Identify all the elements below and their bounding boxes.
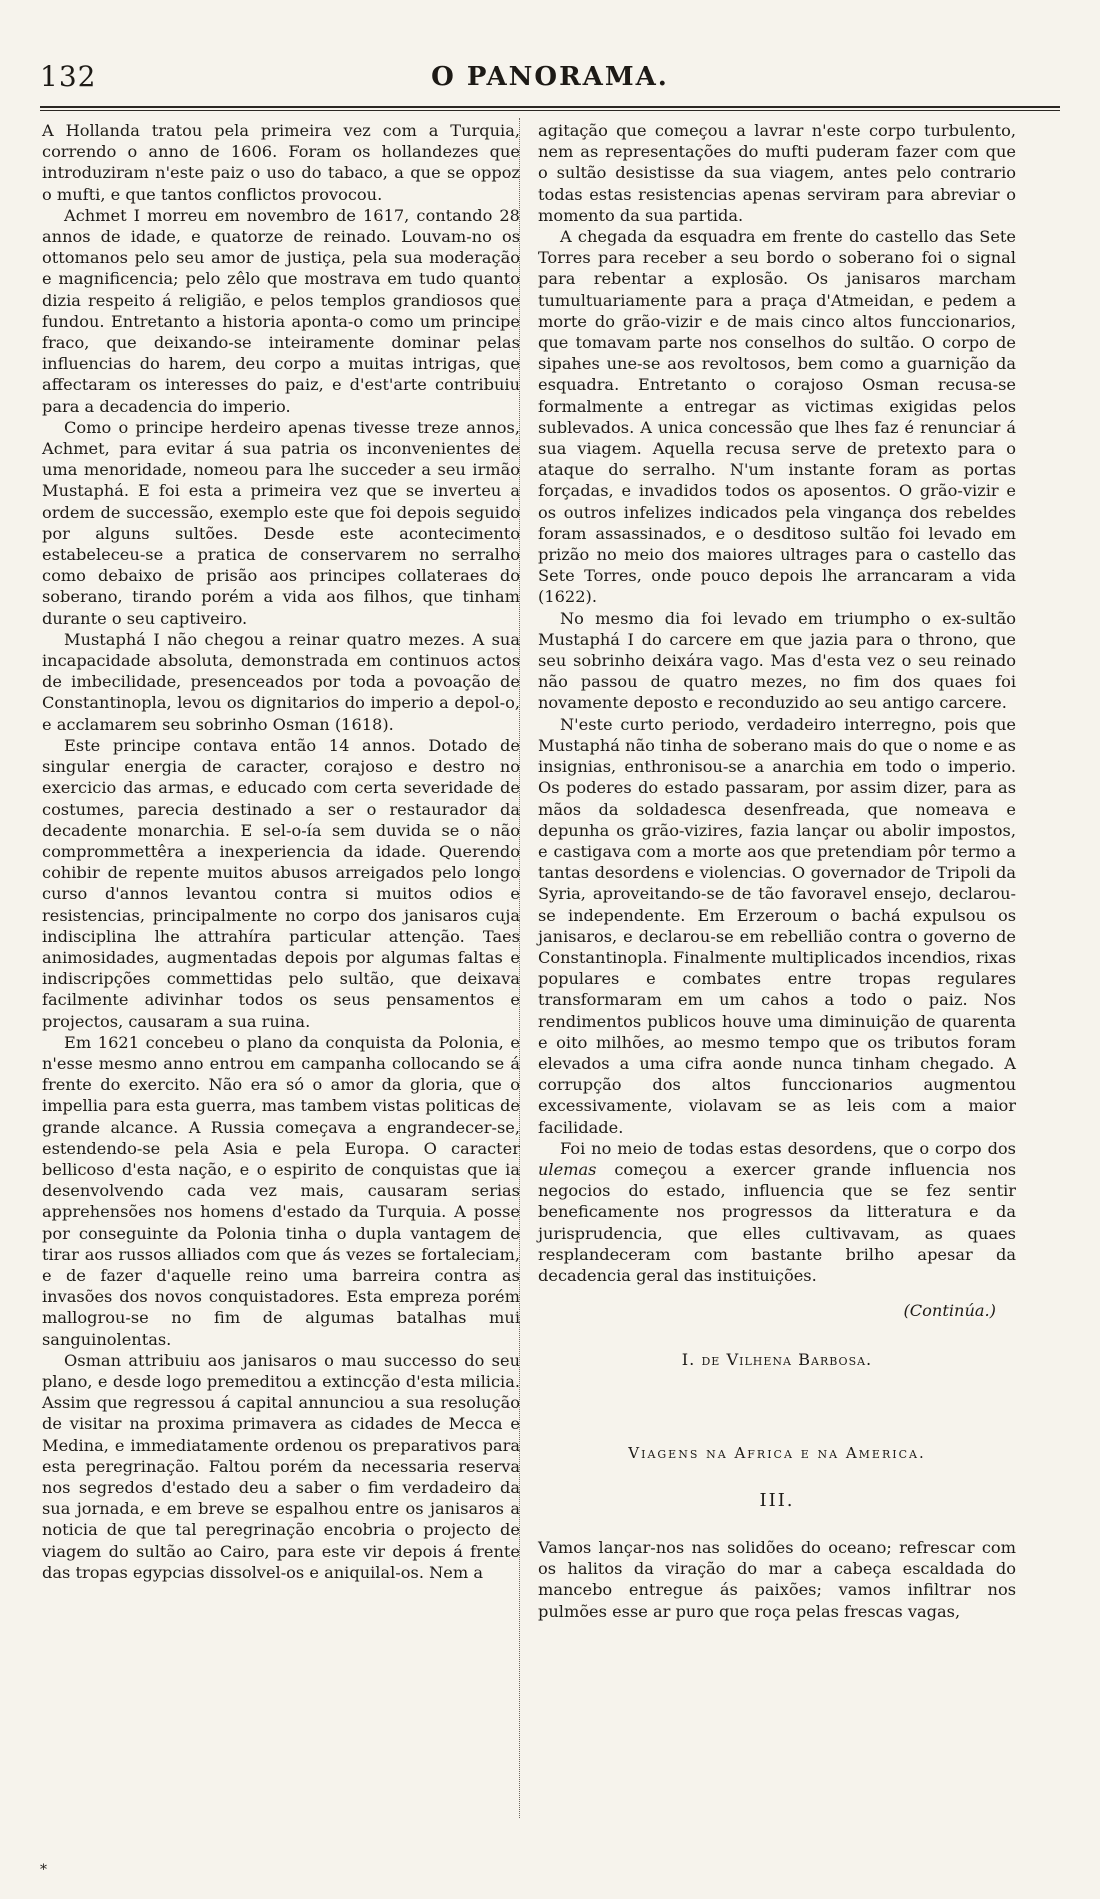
paragraph: No mesmo dia foi levado em triumpho o ex-sultão Mustaphá I do carcere em que jazia para o throno, que seu sobrinho deixára vago. Mas d'esta vez o seu reinado não passou de quatro mezes, no fim dos quaes foi novamente deposto e reconduzido ao seu antigo carcere. [538,608,1016,713]
header-rule [40,106,1060,108]
left-column [42,120,520,1583]
paragraph-text: começou a exercer grande influencia nos negocios do estado, influencia que se fez sentir beneficamente nos progressos da litteratura e da jurisprudencia, que elles cultivavam, as quaes resplandeceram com bastante brilho apesar da decadencia geral das instituições. [538,1159,1016,1285]
column-divider [519,118,520,1818]
continued-note: (Continúa.) [903,1301,996,1321]
printer-mark: * [40,1862,47,1878]
paragraph: Vamos lançar-nos nas solidões do oceano; refrescar com os halitos da viração do mar a cabeça escaldada do mancebo entregue ás paixões; vamos infiltrar nos pulmões esse ar puro que roça pelas frescas vagas, [538,1537,1016,1621]
paragraph: agitação que começou a lavrar n'este corpo turbulento, nem as representações do mufti puderam fazer com que o sultão desistisse da sua viagem, antes pelo contrario todas estas resistencias apenas serviram para abreviar o momento da sua partida. [538,121,1016,225]
paragraph: A chegada da esquadra em frente do castello das Sete Torres para receber a seu bordo o soberano foi o signal para rebentar a explosão. Os janisaros marcham tumultuariamente para a praça d'Atmeidan, e pedem a morte do grão-vizir e de mais cinco altos funccionarios, que tomavam parte nos conselhos do sultão. O corpo de sipahes une-se aos revoltosos, bem como a guarnição da esquadra. Entretanto o corajoso Osman recusa-se formalmente a entregar as victimas exigidas pelos sublevados. A unica concessão que lhes faz é renunciar á sua viagem. Aquella recusa serve de pretexto para o ataque do serralho. N'um instante foram as portas forçadas, e invadidos todos os aposentos. O grão-vizir e os outros infelizes indicados pela vingança dos rebeldes foram assassinados, e o desditoso sultão foi levado em prizão no meio dos maiores ultrages para o castello das Sete Torres, onde pouco depois lhe arrancaram a vida (1622). [538,227,1016,607]
paragraph: N'este curto periodo, verdadeiro interregno, pois que Mustaphá não tinha de soberano mais do que o nome e as insignias, enthronisou-se a anarchia em todo o imperio. Os poderes do estado passaram, por assim dizer, para as mãos da soldadesca desenfreada, que nomeava e depunha os grão-vizires, fazia lançar ou abolir impostos, e castigava com a morte aos que pretendiam pôr termo a tantas desordens e violencias. O governador de Tripoli da Syria, aproveitando-se de tão favoravel ensejo, declarou-se independente. Em Erzeroum o bachá expulsou os janisaros, e declarou-se em rebellião contra o governo de Constantinopla. Finalmente multiplicados incendios, rixas populares e combates entre tropas regulares transformaram em um cahos a todo o paiz. Nos rendimentos publicos houve uma diminuição de quarenta e oito milhões, ao mesmo tempo que os tributos foram elevados a uma cifra aonde nunca tinham chegado. A corrupção dos altos funccionarios augmentou excessivamente, violavam se as leis com a maior facilidade. [538,714,1016,1137]
paragraph: Mustaphá I não chegou a reinar quatro mezes. A sua incapacidade absoluta, demonstrada em continuos actos de imbecilidade, presenceados por toda a povoação de Constantinopla, levou os dignitarios do imperio a depol-o, e acclamarem seu sobrinho Osman (1618). [42,629,520,734]
paragraph: A Hollanda tratou pela primeira vez com a Turquia, correndo o anno de 1606. Foram os hollandezes que introduziram n'este paiz o uso do tabaco, a que se oppoz o mufti, e que tantos conflictos provocou. [42,121,520,204]
journal-title: O PANORAMA. [431,62,669,92]
page-number: 132 [40,60,97,93]
page-header [40,60,1060,100]
article-number: III. [759,1489,795,1511]
paragraph: Osman attribuiu aos janisaros o mau successo do seu plano, e desde logo premeditou a extincção d'esta milicia. Assim que regressou á capital annunciou a sua resolução de visitar na proxima primavera as cidades de Mecca e Medina, e immediatamente ordenou os preparativos para esta peregrinação. Faltou porém da necessaria reserva nos segredos d'estado deu a saber o fim verdadeiro da sua jornada, e em breve se espalhou entre os janisaros a noticia de que tal peregrinação encobria o projecto de viagem do sultão ao Cairo, para este vir depois á frente das tropas egypcias dissolvel-os e aniquilal-os. Nem a [42,1350,520,1582]
paragraph: Este principe contava então 14 annos. Dotado de singular energia de caracter, corajoso e destro no exercicio das armas, e educado com certa severidade de costumes, parecia destinado a ser o restaurador da decadente monarchia. E sel-o-ía sem duvida se o não comprommettêra a inexperiencia da idade. Querendo cohibir de repente muitos abusos arreigados pelo longo curso d'annos levantou contra si muitos odios e resistencias, principalmente no corpo dos janisaros cuja indisciplina lhe attrahíra particular attenção. Taes animosidades, augmentadas depois por algumas faltas e indiscripções commettidas pelo sultão, que deixava facilmente adivinhar todos os seus pensamentos e projectos, causaram a sua ruina. [42,735,520,1031]
right-column [538,120,1016,1622]
paragraph-text: Foi no meio de todas estas desordens, que o corpo dos [560,1138,1016,1158]
header-rule-thin [40,110,1060,111]
paragraph: Em 1621 concebeu o plano da conquista da Polonia, e n'esse mesmo anno entrou em campanha collocando se á frente do exercito. Não era só o amor da gloria, que o impellia para esta guerra, mas tambem vistas politicas de grande alcance. A Russia começava a engrandecer-se, estendendo-se pela Asia e pela Europa. O caracter bellicoso d'esta nação, e o espirito de conquistas que ia desenvolvendo cada vez mais, causaram serias apprehensões nos homens d'estado da Turquia. A posse por conseguinte da Polonia tinha o dupla vantagem de tirar aos russos alliados com que ás vezes se fortaleciam, e de fazer d'aquelle reino uma barreira contra as invasões dos novos conquistadores. Esta empreza porém mallogrou-se no fim de algumas batalhas mui sanguinolentas. [42,1032,520,1349]
article-title: Viagens na Africa e na America. [628,1443,926,1462]
emphasis: ulemas [538,1159,597,1179]
paragraph: Achmet I morreu em novembro de 1617, contando 28 annos de idade, e quatorze de reinado. Louvam-no os ottomanos pelo seu amor de justiça, pela sua moderação e magnificencia; pelo zêlo que mostrava em tudo quanto dizia respeito á religião, e pelos templos grandiosos que fundou. Entretanto a historia aponta-o como um principe fraco, que deixando-se inteiramente dominar pelas influencias do harem, deu corpo a muitas intrigas, que affectaram os interesses do paiz, e d'est'arte contribuiu para a decadencia do imperio. [42,205,520,416]
paragraph: Como o principe herdeiro apenas tivesse treze annos, Achmet, para evitar á sua patria os inconvenientes de uma menoridade, nomeou para lhe succeder a seu irmão Mustaphá. E foi esta a primeira vez que se inverteu a ordem de successão, exemplo este que foi depois seguido por alguns sultões. Desde este acontecimento estabeleceu-se a pratica de conservarem no serralho como debaixo de prisão aos principes collateraes do soberano, tirando porém a vida aos filhos, que tinham durante o seu captiveiro. [42,417,520,628]
paragraph [538,1138,1016,1286]
author-signature: I. de Vilhena Barbosa. [681,1350,873,1370]
